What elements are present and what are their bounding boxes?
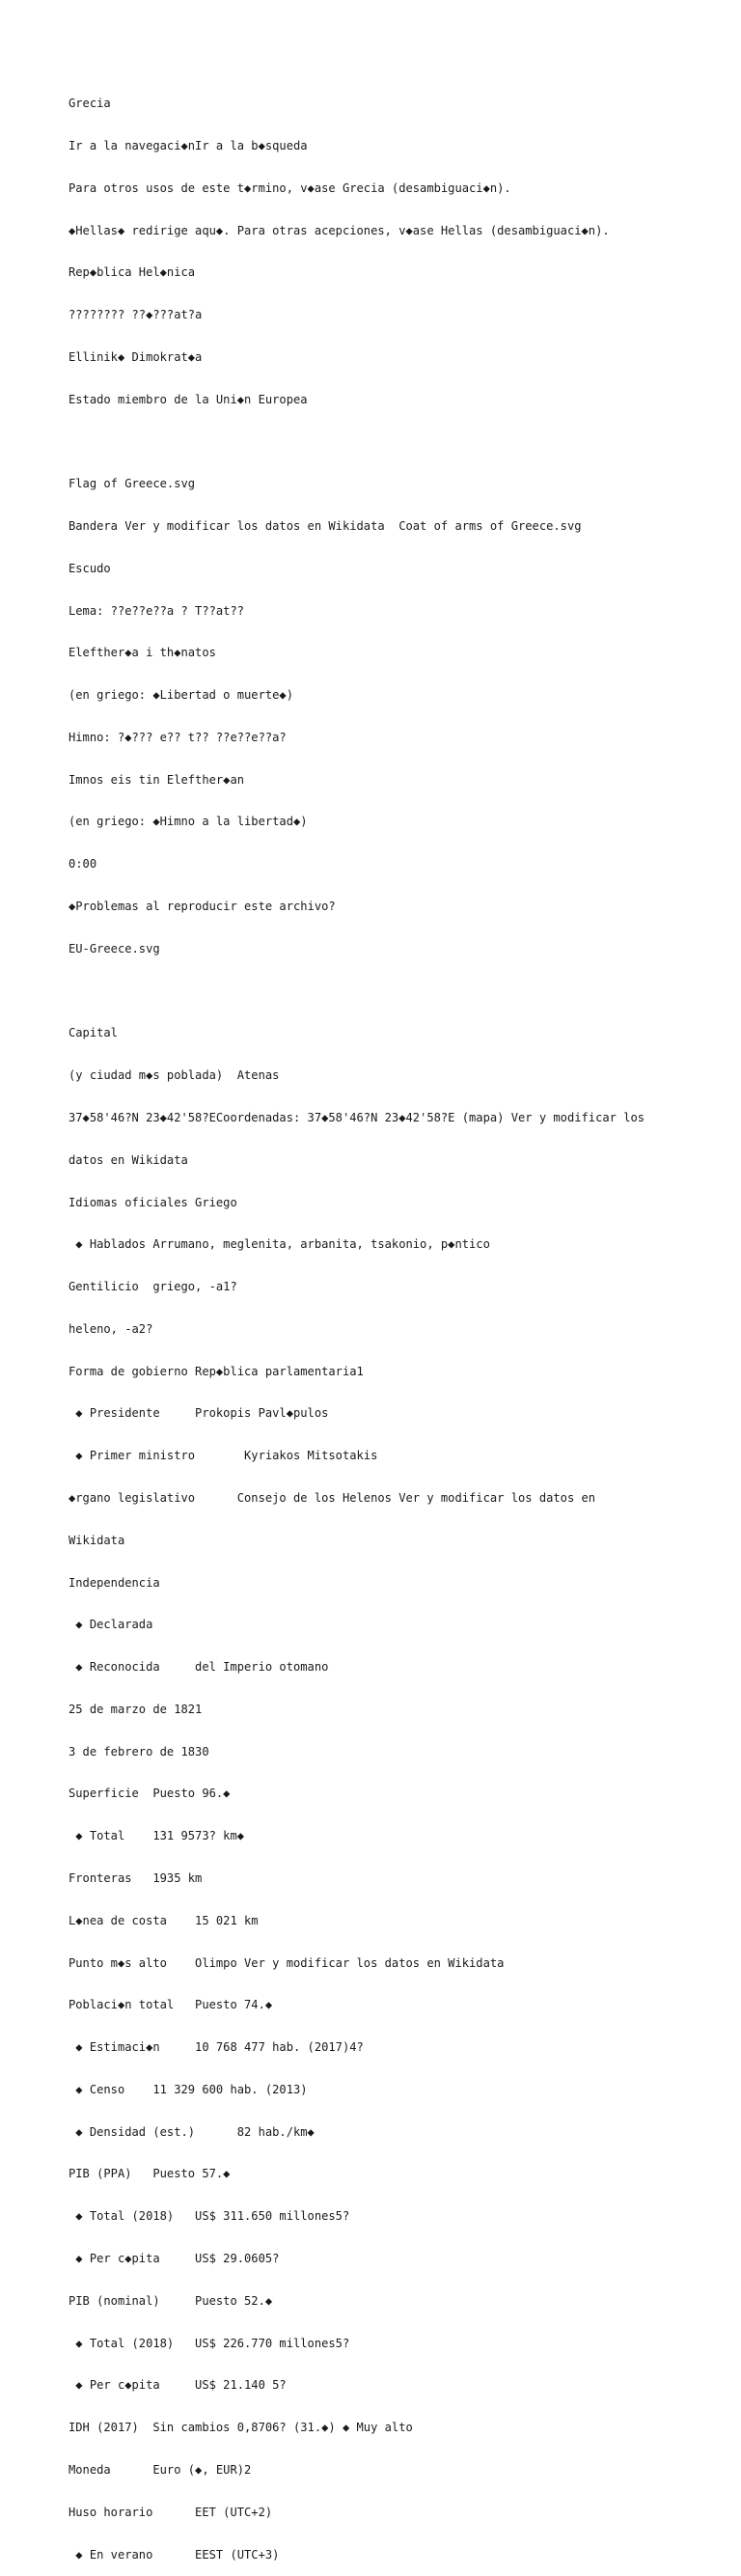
motto-translation: (en griego: ◆Libertad o muerte◆) — [69, 688, 293, 703]
timezone-row: Huso horario EET (UTC+2) — [69, 2505, 273, 2519]
flag-coat-line: Bandera Ver y modificar los datos en Wikidata Coat of arms of Greece.svg — [69, 519, 582, 533]
motto-line: Lema: ??e??e??a ? T??at?? — [69, 603, 245, 618]
blank-line — [69, 434, 676, 449]
anthem-translation: (en griego: ◆Himno a la libertad◆) — [69, 815, 308, 829]
redirect-note: ◆Hellas◆ redirige aqu◆. Para otras acepciones, v◆ase Hellas (desambiguaci◆n). — [69, 223, 610, 237]
anthem-translit: Imnos eis tin Elefther◆an — [69, 772, 245, 787]
greek-name: ???????? ??◆???at?a — [69, 308, 203, 322]
eu-map-caption: EU-Greece.svg — [69, 941, 160, 956]
disambiguation-note: Para otros usos de este t◆rmino, v◆ase Grecia (desambiguaci◆n). — [69, 180, 511, 195]
gdp-nominal-total: ◆ Total (2018) US$ 226.770 millones5? — [69, 2336, 350, 2350]
recognized-row: ◆ Reconocida del Imperio otomano — [69, 1660, 329, 1675]
borders-row: Fronteras 1935 km — [69, 1871, 203, 1885]
area-total: ◆ Total 131 9573? km◆ — [69, 1829, 245, 1843]
eu-member-note: Estado miembro de la Uni◆n Europea — [69, 392, 308, 406]
coordinates-line: 37◆58'46?N 23◆42'58?ECoordenadas: 37◆58'46?N 23◆42'58?E (mapa) Ver y modificar los — [69, 1110, 645, 1124]
declared-row: ◆ Declarada — [69, 1618, 153, 1632]
declared-date: 25 de marzo de 1821 — [69, 1702, 203, 1716]
hdi-row: IDH (2017) Sin cambios 0,8706? (31.◆) ◆ Muy alto — [69, 2421, 413, 2435]
doc-title: Grecia — [69, 97, 111, 111]
currency-row: Moneda Euro (◆, EUR)2 — [69, 2462, 252, 2477]
gdp-ppp-per-capita: ◆ Per c◆pita US$ 29.0605? — [69, 2252, 280, 2266]
population-census: ◆ Censo 11 329 600 hab. (2013) — [69, 2082, 308, 2096]
demonym-alt: heleno, -a2? — [69, 1321, 153, 1336]
president-row: ◆ Presidente Prokopis Pavl◆pulos — [69, 1406, 329, 1421]
population-estimate: ◆ Estimaci◆n 10 768 477 hab. (2017)4? — [69, 2040, 364, 2055]
blank-line — [69, 984, 676, 999]
shield-label: Escudo — [69, 561, 111, 575]
flag-image-caption: Flag of Greece.svg — [69, 477, 196, 491]
motto-translit: Elefther◆a i th◆natos — [69, 646, 216, 660]
gdp-ppp-rank: PIB (PPA) Puesto 57.◆ — [69, 2167, 231, 2181]
legislature-row-cont: Wikidata — [69, 1533, 125, 1547]
transliterated-name: Ellinik◆ Dimokrat◆a — [69, 349, 203, 364]
skip-links[interactable]: Ir a la navegaci◆nIr a la b◆squeda — [69, 138, 308, 152]
highest-point-row: Punto m◆s alto Olimpo Ver y modificar los datos en Wikidata — [69, 1955, 505, 1970]
audio-time: 0:00 — [69, 857, 97, 872]
population-rank: Poblaci◆n total Puesto 74.◆ — [69, 1998, 273, 2012]
legislature-row: ◆rgano legislativo Consejo de los Helenos Ver y modificar los datos en — [69, 1490, 596, 1505]
population-density: ◆ Densidad (est.) 82 hab./km◆ — [69, 2124, 315, 2139]
recognized-date: 3 de febrero de 1830 — [69, 1744, 209, 1759]
anthem-line: Himno: ?◆??? e?? t?? ??e??e??a? — [69, 730, 287, 744]
coordinates-line-cont: datos en Wikidata — [69, 1152, 188, 1167]
spoken-languages: ◆ Hablados Arrumano, meglenita, arbanita, tsakonio, p◆ntico — [69, 1237, 490, 1252]
capital-value: (y ciudad m◆s poblada) Atenas — [69, 1068, 280, 1083]
coastline-row: L◆nea de costa 15 021 km — [69, 1913, 259, 1927]
gdp-nominal-per-capita: ◆ Per c◆pita US$ 21.140 5? — [69, 2378, 287, 2393]
audio-problem-link[interactable]: ◆Problemas al reproducir este archivo? — [69, 900, 336, 914]
independence-label: Independencia — [69, 1575, 160, 1590]
capital-label: Capital — [69, 1026, 118, 1040]
official-languages: Idiomas oficiales Griego — [69, 1195, 237, 1209]
prime-minister-row: ◆ Primer ministro Kyriakos Mitsotakis — [69, 1449, 378, 1463]
government-form: Forma de gobierno Rep◆blica parlamentaria1 — [69, 1364, 364, 1378]
demonym: Gentilicio griego, -a1? — [69, 1280, 237, 1294]
gdp-ppp-total: ◆ Total (2018) US$ 311.650 millones5? — [69, 2209, 350, 2224]
gdp-nominal-rank: PIB (nominal) Puesto 52.◆ — [69, 2293, 273, 2308]
document-body — [69, 69, 676, 2576]
summer-time-row: ◆ En verano EEST (UTC+3) — [69, 2547, 280, 2562]
area-rank: Superficie Puesto 96.◆ — [69, 1787, 231, 1801]
official-name: Rep◆blica Hel◆nica — [69, 265, 196, 280]
